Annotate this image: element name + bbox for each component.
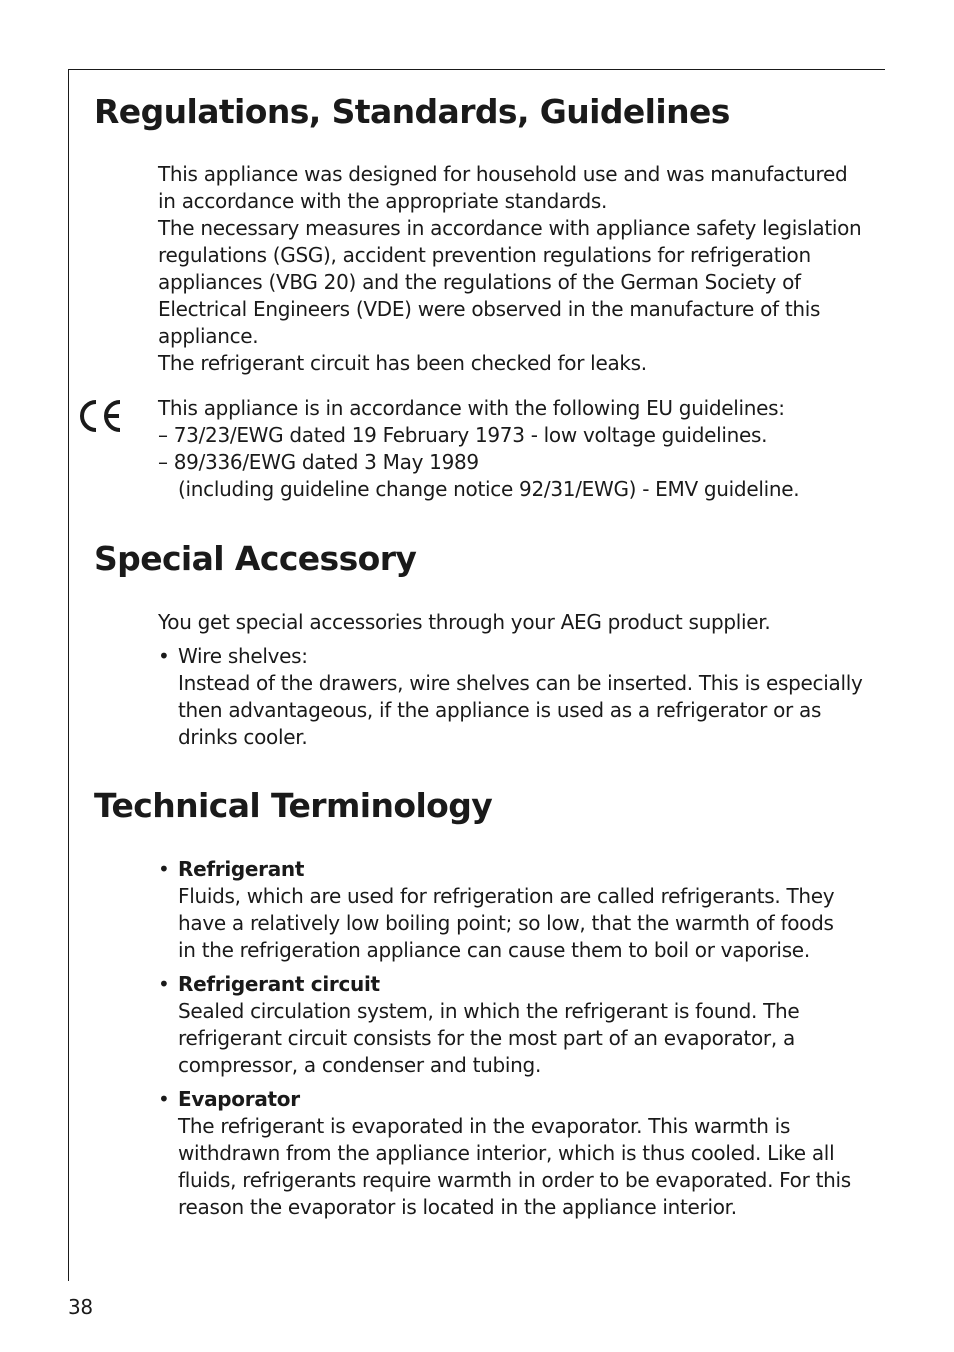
- term-line: Sealed circulation system, in which the refrigerant is found. The: [178, 999, 800, 1023]
- term-line: The refrigerant is evaporated in the evaporator. This warmth is: [178, 1114, 791, 1138]
- term-item-refrigerant-circuit: [158, 971, 858, 1079]
- term-line: fluids, refrigerants require warmth in order to be evaporated. For this: [178, 1168, 851, 1192]
- accessory-item-line: then advantageous, if the appliance is used as a refrigerator or as: [178, 698, 822, 722]
- frame-left-rule: [68, 69, 69, 1281]
- bullet: •: [158, 972, 170, 996]
- term-title: Refrigerant: [178, 857, 305, 881]
- eu-item: – 89/336/EWG dated 3 May 1989: [158, 450, 479, 474]
- regulations-line: in accordance with the appropriate standards.: [158, 189, 608, 213]
- term-item-refrigerant: [158, 856, 858, 964]
- accessory-item-line: drinks cooler.: [178, 725, 308, 749]
- term-item-evaporator: [158, 1086, 858, 1221]
- regulations-line: The necessary measures in accordance with appliance safety legislation: [158, 216, 862, 240]
- regulations-line: Electrical Engineers (VDE) were observed in the manufacture of this: [158, 297, 821, 321]
- accessory-intro: You get special accessories through your AEG product supplier.: [158, 610, 771, 634]
- term-line: in the refrigeration appliance can cause them to boil or vaporise.: [178, 938, 810, 962]
- term-line: have a relatively low boiling point; so low, that the warmth of foods: [178, 911, 834, 935]
- term-line: compressor, a condenser and tubing.: [178, 1053, 541, 1077]
- accessory-item-line: Instead of the drawers, wire shelves can be inserted. This is especially: [178, 671, 863, 695]
- term-line: withdrawn from the appliance interior, which is thus cooled. Like all: [178, 1141, 835, 1165]
- term-title: Evaporator: [178, 1087, 300, 1111]
- frame-top-rule: [68, 69, 885, 70]
- regulations-heading: Regulations, Standards, Guidelines: [94, 92, 730, 131]
- ce-mark-icon: [74, 396, 126, 436]
- regulations-line: regulations (GSG), accident prevention regulations for refrigeration: [158, 243, 811, 267]
- eu-guidelines: [158, 395, 858, 503]
- page-number: 38: [68, 1295, 93, 1319]
- accessory-item-title: Wire shelves:: [178, 644, 308, 668]
- bullet: •: [158, 644, 170, 668]
- bullet: •: [158, 857, 170, 881]
- term-line: reason the evaporator is located in the appliance interior.: [178, 1195, 737, 1219]
- regulations-line: appliances (VBG 20) and the regulations of the German Society of: [158, 270, 801, 294]
- regulations-line: appliance.: [158, 324, 259, 348]
- regulations-line: This appliance was designed for household use and was manufactured: [158, 162, 848, 186]
- eu-note: (including guideline change notice 92/31/EWG) - EMV guideline.: [178, 477, 800, 501]
- accessory-body: [158, 609, 863, 751]
- eu-intro: This appliance is in accordance with the following EU guidelines:: [158, 396, 785, 420]
- eu-item: – 73/23/EWG dated 19 February 1973 - low voltage guidelines.: [158, 423, 768, 447]
- accessory-item: [158, 643, 863, 751]
- term-title: Refrigerant circuit: [178, 972, 380, 996]
- regulations-line: The refrigerant circuit has been checked for leaks.: [158, 351, 647, 375]
- terminology-body: [158, 856, 858, 1221]
- term-line: refrigerant circuit consists for the most part of an evaporator, a: [178, 1026, 795, 1050]
- term-line: Fluids, which are used for refrigeration are called refrigerants. They: [178, 884, 835, 908]
- regulations-body: [158, 161, 862, 377]
- terminology-heading: Technical Terminology: [94, 786, 493, 825]
- bullet: •: [158, 1087, 170, 1111]
- accessory-heading: Special Accessory: [94, 539, 417, 578]
